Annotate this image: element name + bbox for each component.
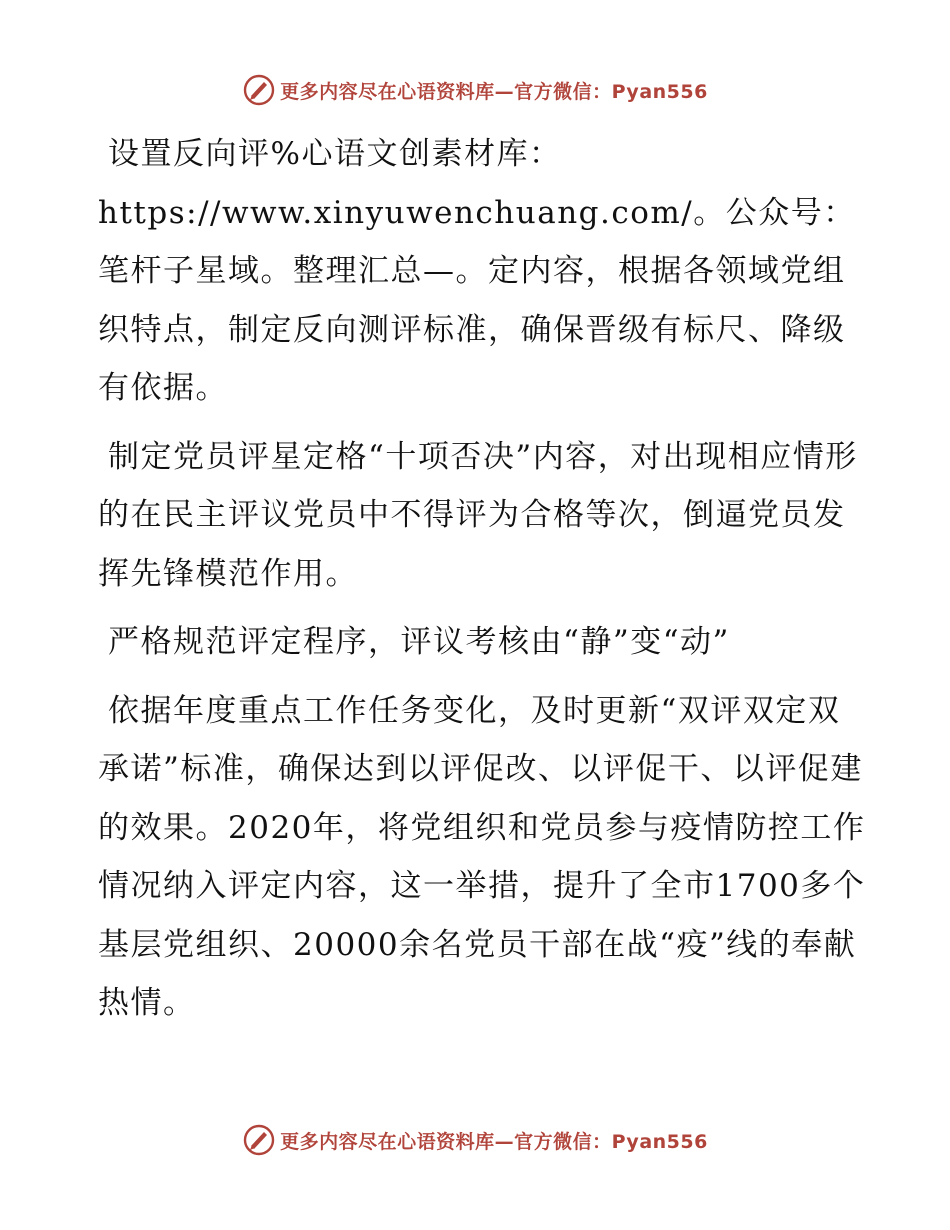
library-logo-icon bbox=[242, 1123, 276, 1157]
banner-text: 更多内容尽在心语资料库—官方微信：Pyan556 bbox=[280, 1130, 708, 1153]
footer-banner bbox=[0, 1120, 950, 1160]
paragraph-1: 设置反向评%心语文创素材库：https://www.xinyuwenchuang.com/。公众号：笔杆子星域。整理汇总—。定内容，根据各领域党组织特点，制定反向测评标准，确保晋级有标尺、降级有依据。 bbox=[98, 136, 856, 406]
library-logo-icon bbox=[242, 73, 276, 107]
banner-text: 更多内容尽在心语资料库—官方微信：Pyan556 bbox=[280, 80, 708, 103]
paragraph-3: 严格规范评定程序，评议考核由“静”变“动” bbox=[108, 624, 730, 660]
header-banner bbox=[0, 70, 950, 110]
paragraph-2: 制定党员评星定格“十项否决”内容，对出现相应情形的在民主评议党员中不得评为合格等次，倒逼党员发挥先锋模范作用。 bbox=[98, 438, 858, 592]
document-body bbox=[98, 125, 868, 1043]
paragraph-4: 依据年度重点工作任务变化，及时更新“双评双定双承诺”标准，确保达到以评促改、以评促干、以评促建的效果。2020年，将党组织和党员参与疫情防控工作情况纳入评定内容，这一举措，提升了全市1700多个基层党组织、20000余名党员干部在战“疫”线的奉献热情。 bbox=[98, 692, 866, 1021]
